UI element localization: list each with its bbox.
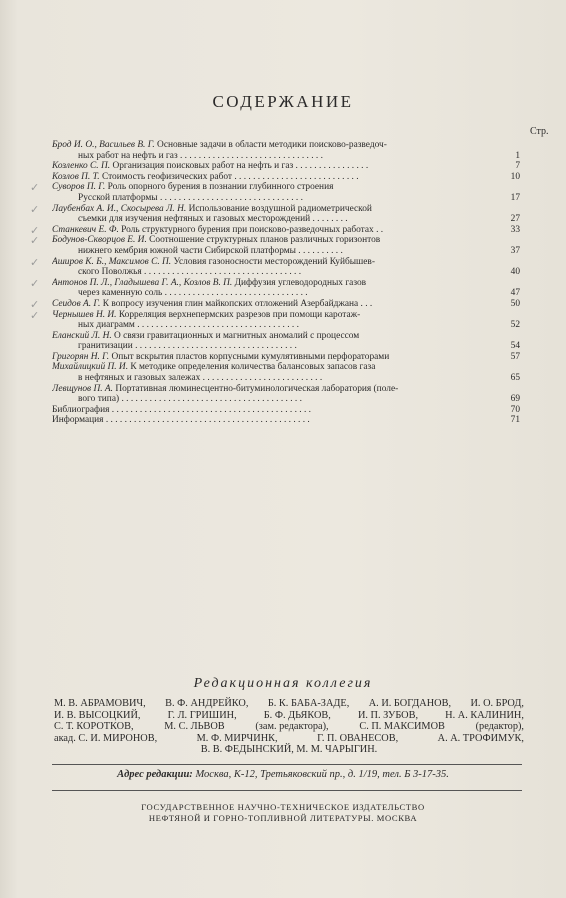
toc-entry-authors: Григорян Н. Г.	[52, 351, 110, 362]
toc-entry-line	[52, 373, 502, 384]
toc-entry-title: Портативная люминесцентно-битуминологическая лаборатория (поле-	[112, 383, 399, 394]
toc-entry-page-number: 37	[510, 245, 520, 256]
pencil-check-mark-icon: ✓	[30, 308, 40, 322]
toc-entry-title: через каменную соль . . . . . . . . . . . . . . . . . . . . . . . . . . . . . . .	[78, 288, 308, 299]
toc-entry-title: ского Поволжья . . . . . . . . . . . . . . . . . . . . . . . . . . . . . . . . . .	[78, 267, 302, 278]
toc-entry-title: Соотношение структурных планов различных горизонтов	[146, 235, 381, 246]
toc-entry-title: О связи гравитационных и магнитных аномалий с процессом	[111, 330, 360, 341]
toc-entry-title: ных работ на нефть и газ . . . . . . . . . . . . . . . . . . . . . . . . . . . . . . .	[78, 150, 323, 161]
toc-entry-page-number: 17	[510, 192, 520, 203]
editorial-board-name: В. Ф. АНДРЕЙКО,	[165, 698, 249, 709]
toc-entry	[52, 362, 520, 383]
editorial-board-members	[54, 698, 524, 756]
toc-entry-authors: Еланский Л. Н.	[52, 330, 112, 341]
toc-entry	[30, 202, 520, 225]
toc-entry-page-number: 40	[510, 267, 520, 278]
toc-entry-page-number: 50	[510, 298, 520, 309]
toc-entry-authors: Лаубенбах А. И., Скосырева Л. Н.	[52, 203, 187, 214]
toc-entry-page-number: 7	[515, 161, 520, 172]
editorial-board-name: Г. Л. ГРИШИН,	[167, 709, 237, 721]
toc-entry-title: Роль структурного бурения при поисково-разведочных работах . .	[118, 224, 384, 235]
editorial-board-name: М. Ф. МИРЧИНК,	[196, 732, 278, 744]
toc-entry	[52, 352, 520, 363]
pencil-check-mark-icon: ✓	[30, 223, 40, 237]
editorial-board-name: Б. Ф. ДЬЯКОВ,	[263, 709, 331, 721]
editorial-board-line	[54, 733, 524, 745]
address-label: Адрес редакции:	[117, 769, 193, 780]
toc-entry-page-number: 69	[510, 394, 520, 405]
pencil-check-mark-icon: ✓	[30, 276, 40, 290]
toc-entry	[52, 331, 520, 352]
toc-entry-line	[52, 352, 502, 363]
toc-entry-line	[52, 278, 502, 289]
toc-entry-title: Организация поисковых работ на нефть и газ . . . . . . . . . . . . . . . .	[110, 161, 369, 172]
toc-entry-title: Использование воздушной радиометрической	[186, 203, 372, 214]
toc-entry-title: Информация . . . . . . . . . . . . . . . . . . . . . . . . . . . . . . . . . . . . . . . . . . . .	[52, 415, 310, 426]
toc-entry-line	[52, 225, 502, 236]
toc-entry	[52, 172, 520, 183]
editorial-board-name: А. А. ТРОФИМУК,	[437, 732, 524, 744]
toc-entry	[52, 161, 520, 172]
toc-entry-authors: Козлов П. Т.	[52, 171, 100, 182]
toc-entry-page-number: 47	[510, 288, 520, 299]
toc-entry-page-number: 57	[510, 351, 520, 362]
editorial-board-line	[54, 710, 524, 722]
toc-entry-title: К методике определения количества балансовых запасов газа	[128, 362, 376, 373]
toc-entry	[30, 234, 520, 256]
editorial-board-name: С. П. МАКСИМОВ	[359, 721, 445, 733]
editorial-board-name: М. В. АБРАМОВИЧ,	[54, 698, 146, 709]
editorial-board-name: (зам. редактора),	[255, 721, 329, 733]
editorial-board-name: В. В. ФЕДЫНСКИЙ, М. М. ЧАРЫГИН.	[200, 744, 378, 756]
toc-entry-page-number: 33	[510, 224, 520, 235]
toc-entry-line	[52, 310, 502, 321]
editorial-board-name: Г. П. ОВАНЕСОВ,	[317, 732, 399, 744]
toc-entry	[52, 140, 520, 161]
toc-entry-line	[52, 394, 502, 405]
editorial-address	[0, 769, 566, 780]
publisher-line-1: ГОСУДАРСТВЕННОЕ НАУЧНО-ТЕХНИЧЕСКОЕ ИЗДАТЕЛЬСТВО	[141, 802, 425, 812]
toc-entry-title: ных диаграмм . . . . . . . . . . . . . . . . . . . . . . . . . . . . . . . . . . .	[78, 320, 299, 331]
toc-entry-line	[52, 182, 502, 193]
toc-entry-title: гранитизации . . . . . . . . . . . . . . . . . . . . . . . . . . . . . . . . . . .	[78, 341, 297, 352]
toc-entry-line	[52, 320, 502, 331]
page-title: СОДЕРЖАНИЕ	[212, 92, 354, 111]
editorial-board-name: А. И. БОГДАНОВ,	[368, 698, 452, 709]
toc-entry-title: в нефтяных и газовых залежах . . . . . . . . . . . . . . . . . . . . . . . . . .	[78, 373, 323, 384]
publisher-imprint	[0, 802, 566, 824]
toc-entry	[30, 255, 520, 278]
toc-entry-authors: Сеидов А. Г.	[52, 298, 101, 309]
toc-entry-title: Условия газоносности месторождений Куйбышев-	[171, 256, 375, 267]
toc-entry-title: нижнего кембрия южной части Сибирской платформы . . . . . . . . . .	[78, 245, 343, 256]
toc-entry-line	[52, 161, 502, 172]
toc-entry-page-number: 70	[510, 404, 520, 415]
toc-entry-title: Корреляция верхнепермских разрезов при помощи каротаж-	[116, 309, 361, 320]
toc-entry	[52, 384, 520, 405]
toc-entry-line	[52, 140, 502, 151]
toc-entry-title: Основные задачи в области методики поисково-разведоч-	[154, 140, 387, 150]
page-column-header: Стр.	[530, 126, 549, 137]
pencil-check-mark-icon: ✓	[30, 181, 40, 195]
toc-entry-line	[52, 204, 502, 215]
toc-entry	[30, 308, 520, 331]
toc-entry-title: К вопросу изучения глин майкопских отложений Азербайджана . . .	[100, 298, 373, 309]
toc-entry-authors: Станкевич Е. Ф.	[52, 224, 119, 235]
toc-entry-authors: Суворов П. Г.	[52, 182, 106, 193]
editorial-board-name: акад. С. И. МИРОНОВ,	[54, 732, 158, 744]
toc-entry	[30, 223, 520, 237]
toc-entry-title: Библиография . . . . . . . . . . . . . . . . . . . . . . . . . . . . . . . . . . . . . . . . . . .	[52, 404, 311, 415]
toc-entry-line	[52, 246, 502, 257]
toc-entry-line	[52, 267, 502, 278]
address-text: Москва, К-12, Третьяковский пр., д. 1/19, тел. Б 3-17-35.	[192, 769, 449, 780]
toc-entry-line	[52, 362, 502, 373]
editorial-board-name: Н. А. КАЛИНИН,	[445, 709, 524, 721]
editorial-board-name: И. П. ЗУБОВ,	[357, 709, 419, 721]
toc-entry-line	[52, 172, 502, 183]
toc-entry-page-number: 65	[510, 373, 520, 384]
toc-entry-page-number: 10	[510, 171, 520, 182]
toc-entry-page-number: 27	[510, 214, 520, 225]
divider-bottom	[52, 790, 522, 791]
divider-top	[52, 764, 522, 765]
toc-entry-title: Стоимость геофизических работ . . . . . . . . . . . . . . . . . . . . . . . . . . .	[99, 171, 359, 182]
toc-entry-authors: Чернышев Н. И.	[52, 309, 117, 320]
pencil-check-mark-icon: ✓	[30, 202, 40, 216]
editorial-board-line	[54, 698, 524, 710]
editorial-board-name: С. Т. КОРОТКОВ,	[54, 721, 134, 733]
toc-entry-title: Роль опорного бурения в познании глубинного строения	[105, 182, 334, 193]
toc-entry-authors: Михайлицкий П. И.	[52, 362, 129, 373]
editorial-board-name: И. В. ВЫСОЦКИЙ,	[54, 709, 141, 721]
toc-entry	[30, 276, 520, 299]
toc-entry-page-number: 52	[510, 320, 520, 331]
toc-entry-authors: Аширов К. Б., Максимов С. П.	[52, 256, 172, 267]
pencil-check-mark-icon: ✓	[30, 234, 40, 248]
editorial-board-line	[54, 721, 524, 733]
toc-entry	[52, 405, 520, 416]
toc-entry-line	[52, 257, 502, 268]
toc-entry-line	[52, 288, 502, 299]
toc-entry-page-number: 54	[510, 341, 520, 352]
toc-entry-line	[52, 214, 502, 225]
editorial-board-name: И. О. БРОД,	[470, 698, 524, 709]
editorial-board-line	[54, 744, 524, 756]
pencil-check-mark-icon: ✓	[30, 255, 40, 269]
editorial-board-name: (редактор),	[475, 721, 524, 733]
toc-entry-authors: Левщунов П. А.	[52, 383, 113, 394]
toc-entry-title: Диффузия углеводородных газов	[232, 277, 367, 288]
toc-entry-line	[52, 405, 502, 416]
toc-entry-authors: Бодунов-Скворцов Е. И.	[52, 235, 147, 246]
toc-entry-line	[52, 341, 502, 352]
toc-entry-title: Русской платформы . . . . . . . . . . . . . . . . . . . . . . . . . . . . . . .	[78, 192, 303, 203]
toc-entry-page-number: 1	[515, 150, 520, 161]
toc-entry-line	[52, 384, 502, 395]
toc-entry-authors: Козленко С. П.	[52, 161, 111, 172]
toc-entry-title: вого типа) . . . . . . . . . . . . . . . . . . . . . . . . . . . . . . . . . . . . . . .	[78, 394, 302, 405]
toc-entry-authors: Брод И. О., Васильев В. Г.	[52, 140, 155, 150]
toc-entry-authors: Антонов П. Л., Гладышева Г. А., Козлов В. П.	[52, 277, 233, 288]
toc-entry-page-number: 71	[510, 415, 520, 426]
toc-entry-title: Опыт вскрытия пластов корпусными кумулятивными перфораторами	[109, 351, 390, 362]
table-of-contents	[30, 140, 520, 426]
toc-entry	[52, 415, 520, 426]
editorial-board-name: М. С. ЛЬВОВ	[164, 721, 225, 733]
toc-entry	[30, 181, 520, 203]
toc-entry-line	[52, 193, 502, 204]
toc-entry-line	[52, 299, 502, 310]
toc-entry-line	[52, 415, 502, 426]
publisher-line-2: НЕФТЯНОЙ И ГОРНО-ТОПЛИВНОЙ ЛИТЕРАТУРЫ. МОСКВА	[148, 813, 418, 823]
editorial-board-title: Редакционная коллегия	[193, 676, 373, 691]
toc-entry-title: съемки для изучения нефтяных и газовых месторождений . . . . . . . .	[78, 214, 348, 225]
toc-entry-line	[52, 151, 502, 162]
toc-entry-line	[52, 331, 502, 342]
toc-entry	[30, 297, 520, 311]
pencil-check-mark-icon: ✓	[30, 297, 40, 311]
editorial-board-name: Б. К. БАБА-ЗАДЕ,	[267, 698, 350, 709]
toc-entry-line	[52, 235, 502, 246]
